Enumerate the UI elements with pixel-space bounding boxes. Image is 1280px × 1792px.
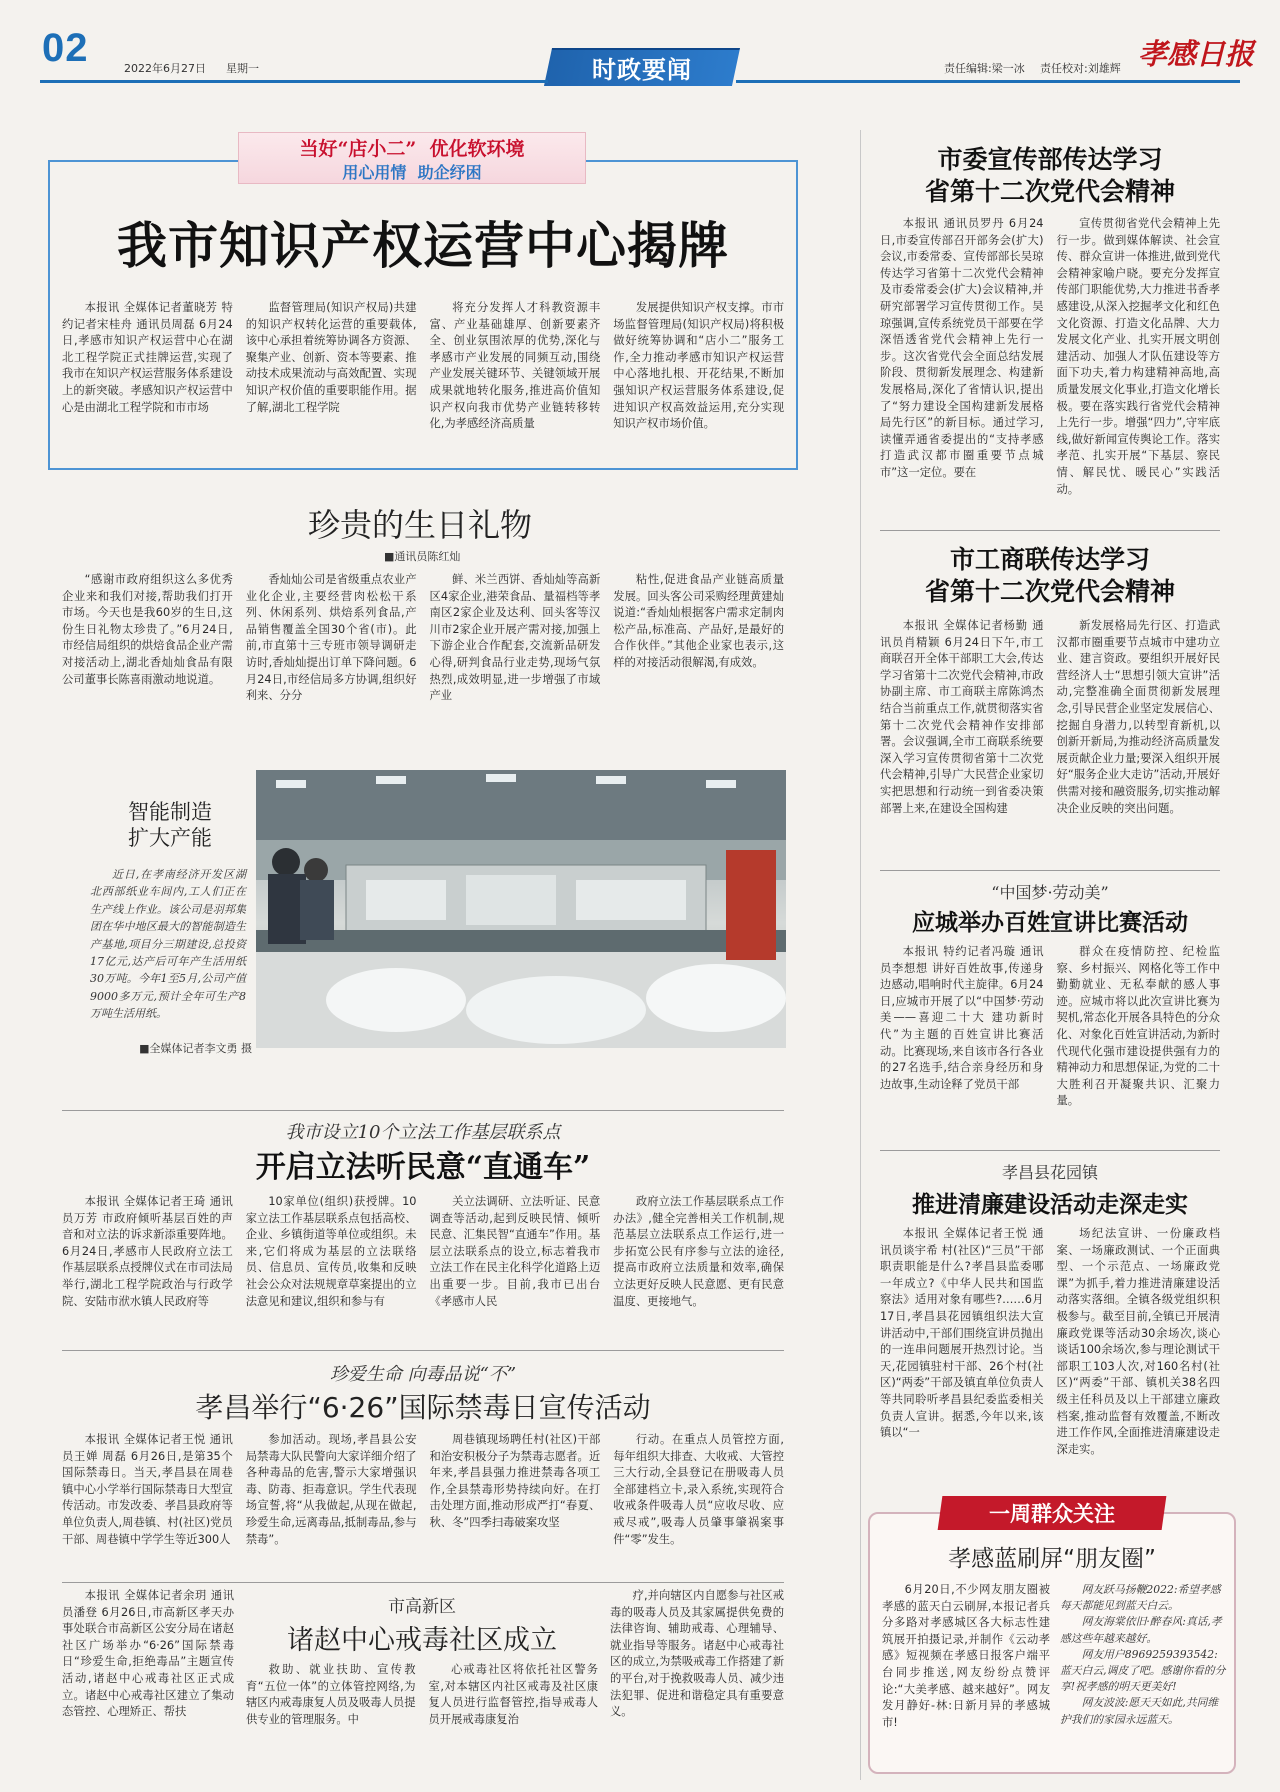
ip-col-4: 发展提供知识产权支撑。市市场监督管理局(知识产权局)将积极做好统筹协调和“店小二”服务工作,全力推动孝感市知识产权运营中心落地扎根、开花结果,不断加强知识产权运营服务体系建设,促进知识产权高效益运用,充分实现知识产权市场价值。 xyxy=(613,301,784,431)
ip-frame-top-left xyxy=(48,160,240,162)
propaganda-col-1: 本报讯 通讯员罗丹 6月24日,市委宣传部召开部务会(扩大)会议,市委常委、宣传部部长吴琼传达学习省第十二次党代会精神及市委常委会(扩大)会议精神,并研究部署学习宣传贯彻工作。吴琼强调,宣传系统党员干部要在学深悟透省党代会精神上先行一步。这次省党代会全面总结发展阶段、贯彻新发展理念、构建新发展格局,深化了省情认识,提出了“努力建设全国构建新发展格局先行区”的新目标。通过学习,读懂弄通省委提出的“支持孝感打造武汉都市圈重要节点城市”这一定位。要在 xyxy=(880,217,1044,479)
divider-speech xyxy=(880,870,1220,871)
legislation-col-1: 本报讯 全媒体记者王琦 通讯员万芳 市政府倾听基层百姓的声音和对立法的诉求新添重要阵地。6月24日,孝感市人民政府立法工作基层联系点授牌仪式在市司法局举行,湖北工程学院政治与行政学院、安陆市洑水镇人民政府等 xyxy=(62,1195,233,1308)
photo-title-1: 智能制造 xyxy=(128,800,212,824)
factory-photo xyxy=(256,770,786,1048)
ip-col-2: 监督管理局(知识产权局)共建的知识产权转化运营的重要载体,该中心承担着统筹协调各方资源、聚集产业、创新、资本等要素、推动技术成果流动与高效配置、实现知识产权价值的重要职能作用。据了解,湖北工程学院 xyxy=(245,301,417,414)
commerce-col-2: 新发展格局先行区、打造武汉都市圈重要节点城市中建功立业、建言资政。要组织开展好民营经济人士“思想引领大宣讲”活动,完整准确全面贯彻新发展理念,引导民营企业坚定发展信心、挖掘自身潜力,以转型育新机,以创新开新局,为推动经济高质量发展贡献企业力量;要深入组织开展好“服务企业大走访”活动,开展好供需对接和融资服务,切实推动解决企业反映的突出问题。 xyxy=(1056,619,1220,815)
commerce-col-1: 本报讯 全媒体记者杨勤 通讯员肖精颖 6月24日下午,市工商联召开全体干部职工大会,传达学习省第十二次党代会精神,市政协副主席、市工商联主席陈鸿杰结合当前重点工作,就贯彻落实省第十二次党代会精神作安排部署。会议强调,全市工商联系统要深入学习宣传贯彻省第十二次党代会精神,引导广大民营企业家切实把思想和行动统一到省委决策部署上来,在建设全国构建 xyxy=(880,619,1044,815)
commerce-headline-1: 市工商联传达学习 xyxy=(949,545,1150,574)
propaganda-body xyxy=(880,216,1220,496)
rehab-subtitle: 市高新区 xyxy=(388,1597,456,1617)
ip-col-3: 将充分发挥人才科教资源丰富、产业基础雄厚、创新要素齐全、创业氛围浓厚的优势,深化与孝感市产业发展的同频互动,围绕产业发展关键环节、关键领域开展成果就地转化服务,推进高价值知识产权向我市优势产业链转移转化,为孝感经济高质量 xyxy=(429,301,601,431)
photo-credit: ■全媒体记者李文勇 摄 xyxy=(139,1042,252,1055)
weekly-headline: 孝感蓝刷屏“朋友圈” xyxy=(948,1546,1156,1572)
antidrug-col-4: 行动。在重点人员管控方面,每年组织大排查、大收戒、大管控三大行动,全县登记在册吸毒人员全部建档立卡,录入系统,实现符合收戒条件吸毒人员“应收尽收、应戒尽戒”,吸毒人员肇事肇祸案事件“零”发生。 xyxy=(613,1433,784,1546)
divider-legislation xyxy=(62,1110,784,1111)
commerce-body xyxy=(880,618,1220,830)
clean-subtitle: 孝昌县花园镇 xyxy=(1001,1163,1098,1182)
section-title: 时政要闻 xyxy=(592,55,692,84)
speech-body xyxy=(880,944,1220,1126)
birthday-body xyxy=(62,572,784,722)
proof-credit: 责任校对:刘雄辉 xyxy=(1040,62,1121,75)
legislation-col-4: 政府立法工作基层联系点工作办法》,健全完善相关工作机制,规范基层立法联系点工作运行,进一步拓宽公民有序参与立法的途径,提高市政府立法质量和效率,确保立法更好反映人民意愿、更有民意温度、更接地气。 xyxy=(613,1195,784,1308)
rehab-headline: 诸赵中心戒毒社区成立 xyxy=(287,1625,557,1656)
weekly-comments xyxy=(1060,1582,1226,1764)
issue-date: 2022年6月27日 xyxy=(124,62,206,75)
newspaper-logo: 孝感日报 xyxy=(1138,37,1255,71)
birthday-col-3: 鲜、米兰西饼、香灿灿等高新区4家企业,港荣食品、量福档等孝南区2家企业及达利、回头客等汉川市2家企业开展产需对接,加强上下游企业合作配套,交流新品研发心得,研判食品行业走势,现场气氛热烈,成效明显,进一步增强了市域产业 xyxy=(429,573,601,703)
weekly-comment: 网友海棠依旧·醉春风:真话,孝感这些年越来越好。 xyxy=(1060,1615,1222,1645)
rehab-col-4: 疗,并向辖区内自愿参与社区戒毒的吸毒人员及其家属提供免费的法律咨询、辅助戒毒、心理辅导、就业指导等服务。诸赵中心戒毒社区的成立,为禁吸戒毒工作搭建了新的平台,对于挽救吸毒人员、减少违法犯罪、促进和谐稳定具有重要意义。 xyxy=(610,1589,784,1719)
rehab-col-2: 救助、就业扶助、宣传教育“五位一体”的立体管控网络,为辖区内戒毒康复人员及吸毒人员提供专业的管理服务。中 xyxy=(246,1663,416,1726)
legislation-subtitle: 我市设立10个立法工作基层联系点 xyxy=(285,1122,561,1143)
divider-rehab xyxy=(62,1582,784,1583)
factory-scene xyxy=(256,770,786,1048)
clean-headline: 推进清廉建设活动走深走实 xyxy=(912,1191,1188,1218)
ip-frame-top-right xyxy=(586,160,798,162)
clean-col-2: 场纪法宣讲、一份廉政档案、一场廉政测试、一个正面典型、一个示范点、一场廉政党课”为抓手,着力推进清廉建设活动落实落细。全镇各级党组织积极参与。截至目前,全镇已开展清廉政党课等活动30余场次,谈心谈话100余场次,参与理论测试干部职工103人次,对160名村(社区)“两委”干部、镇机关38名四级主任科员及以上干部建立廉政档案,推动监督有效覆盖,不断改进工作作风,全面推进清廉建设走深走实。 xyxy=(1056,1227,1220,1456)
ip-headline: 我市知识产权运营中心揭牌 xyxy=(117,216,729,275)
campaign-banner-subtitle: 用心用情 助企纾困 xyxy=(342,163,482,182)
antidrug-headline: 孝昌举行“6·26”国际禁毒日宣传活动 xyxy=(195,1391,651,1424)
rehab-col-1: 本报讯 全媒体记者余玥 通讯员潘登 6月26日,市高新区孝天办事处联合市高新区公安分局在诸赵社区广场举办“6·26”国际禁毒日“珍爱生命,拒绝毒品”主题宣传活动,诸赵中心戒毒社区正式成立。诸赵中心戒毒社区建立了集动态管控、心理矫正、帮扶 xyxy=(62,1589,234,1719)
birthday-col-4: 粘性,促进食品产业链高质量发展。回头客公司采购经理黄建灿说道:“香灿灿根据客户需求定制肉松产品,标准高、产品好,是最好的合作伙伴。”其他企业家也表示,这样的对接活动很解渴,有成效。 xyxy=(613,573,784,669)
rehab-mid-body xyxy=(246,1662,598,1778)
editor-credit: 责任编辑:梁一冰 xyxy=(944,62,1025,75)
rehab-col-3: 心戒毒社区将依托社区警务室,对本辖区内社区戒毒及社区康复人员进行监督管控,指导戒毒人员开展戒毒康复治 xyxy=(428,1663,598,1726)
legislation-body xyxy=(62,1194,784,1334)
weekly-col-1: 6月20日,不少网友朋友圈被孝感的蓝天白云刷屏,本报记者兵分多路对孝感城区各大标志性建筑展开拍摄记录,并制作《云动孝感》短视频在孝感日报客户端平台同步推送,网友纷纷点赞评论:“大美孝感、越来越好”。网友发月静好-林:日新月异的孝感城市! xyxy=(882,1583,1050,1729)
speech-col-2: 群众在疫情防控、纪检监察、乡村振兴、网格化等工作中勤勤就业、无私奉献的感人事迹。应城市将以此次宣讲比赛为契机,常态化开展各具特色的分众化、对象化百姓宣讲活动,为新时代现代化强市建设提供强有力的精神动力和思想保证,为党的二十大胜利召开凝聚共识、汇聚力量。 xyxy=(1056,945,1220,1108)
commerce-headline-2: 省第十二次党代会精神 xyxy=(924,577,1175,606)
header-rule xyxy=(40,80,548,83)
antidrug-col-3: 周巷镇现场聘任村(社区)干部和治安积极分子为禁毒志愿者。近年来,孝昌县强力推进禁毒各项工作,全县禁毒形势持续向好。在打击处理方面,推动形成严打“春夏、秋、冬”四季扫毒破案攻坚 xyxy=(429,1433,601,1529)
antidrug-col-2: 参加活动。现场,孝昌县公安局禁毒大队民警向大家详细介绍了各种毒品的危害,警示大家增强识毒、防毒、拒毒意识。学生代表现场宣誓,将“从我做起,从现在做起,珍爱生命,远离毒品,抵制毒品,参与禁毒”。 xyxy=(245,1433,417,1546)
birthday-headline: 珍贵的生日礼物 xyxy=(307,506,532,544)
column-divider xyxy=(860,130,861,1780)
page-number: 02 xyxy=(42,26,89,70)
header-rule-right xyxy=(736,80,1240,83)
campaign-banner-title: 当好“店小二” 优化软环境 xyxy=(299,138,525,160)
divider-clean xyxy=(880,1150,1220,1151)
legislation-col-3: 关立法调研、立法听证、民意调查等活动,起到反映民情、倾听民意、汇集民智“直通车”作用。基层立法联系点的设立,标志着我市立法工作在民主化科学化道路上迈出重要一步。目前,我市已出台《孝感市人民 xyxy=(429,1195,601,1308)
propaganda-col-2: 宣传贯彻省党代会精神上先行一步。做到媒体解读、社会宣传、群众宣讲一体推进,做到党代会精神家喻户晓。要充分发挥宣传部门职能优势,大力推进书香孝感建设,从深入挖掘孝文化和红色文化资源、打造文化品牌、大力发展文化产业、扎实开展文明创建活动、加强人才队伍建设等方面下功夫,着力构建精神高地,高质量发展文化事业,打造文化增长极。要在落实践行省党代会精神上先行一步。增强“四力”,守牢底线,做好新闻宣传舆论工作。落实孝范、扎实开展“下基层、察民情、解民忧、暖民心”实践活动。 xyxy=(1056,217,1220,496)
propaganda-headline-2: 省第十二次党代会精神 xyxy=(924,177,1175,206)
divider-antidrug xyxy=(62,1350,784,1351)
weekly-comment: 网友用户8969259393542:蓝天白云,调皮了吧。感谢你看的分享!祝孝感的明天更美好! xyxy=(1060,1647,1226,1694)
speech-subtitle: “中国梦·劳动美” xyxy=(991,883,1109,902)
issue-weekday: 星期一 xyxy=(226,62,259,75)
speech-headline: 应城举办百姓宣讲比赛活动 xyxy=(912,909,1188,936)
photo-caption: 近日,在孝南经济开发区湖北西部纸业车间内,工人们正在生产线上作业。该公司是羽邦集团在华中地区最大的智能制造生产基地,项目分三期建设,总投资17亿元,达产后可年产生活用纸30万吨。今年1至5月,公司产值9000多万元,预计全年可生产8万吨生活用纸。 xyxy=(90,868,246,1021)
weekly-banner-text: 一周群众关注 xyxy=(989,1501,1115,1526)
clean-col-1: 本报讯 全媒体记者王悦 通讯员谈宇希 村(社区)“三员”干部职责职能是什么?孝昌县监委哪一年成立?《中华人民共和国监察法》适用对象有哪些?……6月17日,孝昌县花园镇组织法大宣讲活动中,干部们围绕宣讲员抛出的一连串问题展开热烈讨论。当天,花园镇驻村干部、26个村(社区)“两委”干部及镇直单位负责人等共同聆听孝昌县纪委监委相关负责人宣讲。据悉,今年以来,该镇以“一 xyxy=(880,1227,1044,1440)
antidrug-subtitle: 珍爱生命 向毒品说“不” xyxy=(329,1364,517,1385)
antidrug-body xyxy=(62,1432,784,1570)
ip-body xyxy=(62,300,784,460)
ip-col-1: 本报讯 全媒体记者董晓芳 特约记者宋桂舟 通讯员周磊 6月24日,孝感市知识产权运营中心在湖北工程学院正式挂牌运营,实现了我市在知识产权运营服务体系建设上的新突破。孝感知识产权运营中心是由湖北工程学院和市市场 xyxy=(62,301,233,414)
weekly-comment: 网友波波:愿天天如此,共同维护我们的家园永远蓝天。 xyxy=(1060,1696,1219,1726)
antidrug-col-1: 本报讯 全媒体记者王悦 通讯员王婵 周磊 6月26日,是第35个国际禁毒日。当天,孝昌县在周巷镇中心小学举行国际禁毒日大型宣传活动。市发改委、孝昌县政府等单位负责人,周巷镇、村(社区)党员干部、周巷镇中学学生等近300人 xyxy=(62,1433,233,1546)
legislation-col-2: 10家单位(组织)获授牌。10家立法工作基层联系点包括高校、企业、乡镇街道等单位或组织。未来,它们将成为基层的立法联络员、信息员、宣传员,收集和反映社会公众对法规规章草案提出的立法意见和建议,组织和参与有 xyxy=(245,1195,417,1308)
propaganda-headline-1: 市委宣传部传达学习 xyxy=(937,145,1163,174)
legislation-headline: 开启立法听民意“直通车” xyxy=(255,1150,591,1185)
speech-col-1: 本报讯 特约记者冯璇 通讯员李想想 讲好百姓故事,传递身边感动,唱响时代主旋律。6月24日,应城市开展了以“中国梦·劳动美——喜迎二十大 建功新时代”为主题的百姓宣讲比赛活动。比赛现场,来自该市各行各业的27名选手,结合亲身经历和身边故事,生动诠释了党员干部 xyxy=(880,945,1044,1091)
divider-commerce xyxy=(880,530,1220,531)
weekly-comment: 网友跃马扬鞭2022:希望孝感每天都能见到蓝天白云。 xyxy=(1060,1583,1221,1613)
birthday-byline: ■通讯员陈红灿 xyxy=(384,550,461,563)
photo-title-2: 扩大产能 xyxy=(128,826,212,850)
birthday-col-1: “感谢市政府组织这么多优秀企业来和我们对接,帮助我们打开市场。今天也是我60岁的生日,这份生日礼物太珍贵了。”6月24日,市经信局组织的烘焙食品企业产需对接活动上,湖北香灿灿食品有限公司董事长陈喜雨激动地说道。 xyxy=(62,573,233,686)
birthday-col-2: 香灿灿公司是省级重点农业产业化企业,主要经营肉松松干系列、休闲系列、烘焙系列食品,产品销售覆盖全国30个省(市)。此前,市直第十三专班市领导调研走访时,香灿灿提出订单下降问题。6月24日,市经信局多方协调,组织好利来、分分 xyxy=(245,573,417,703)
clean-body xyxy=(880,1226,1220,1456)
